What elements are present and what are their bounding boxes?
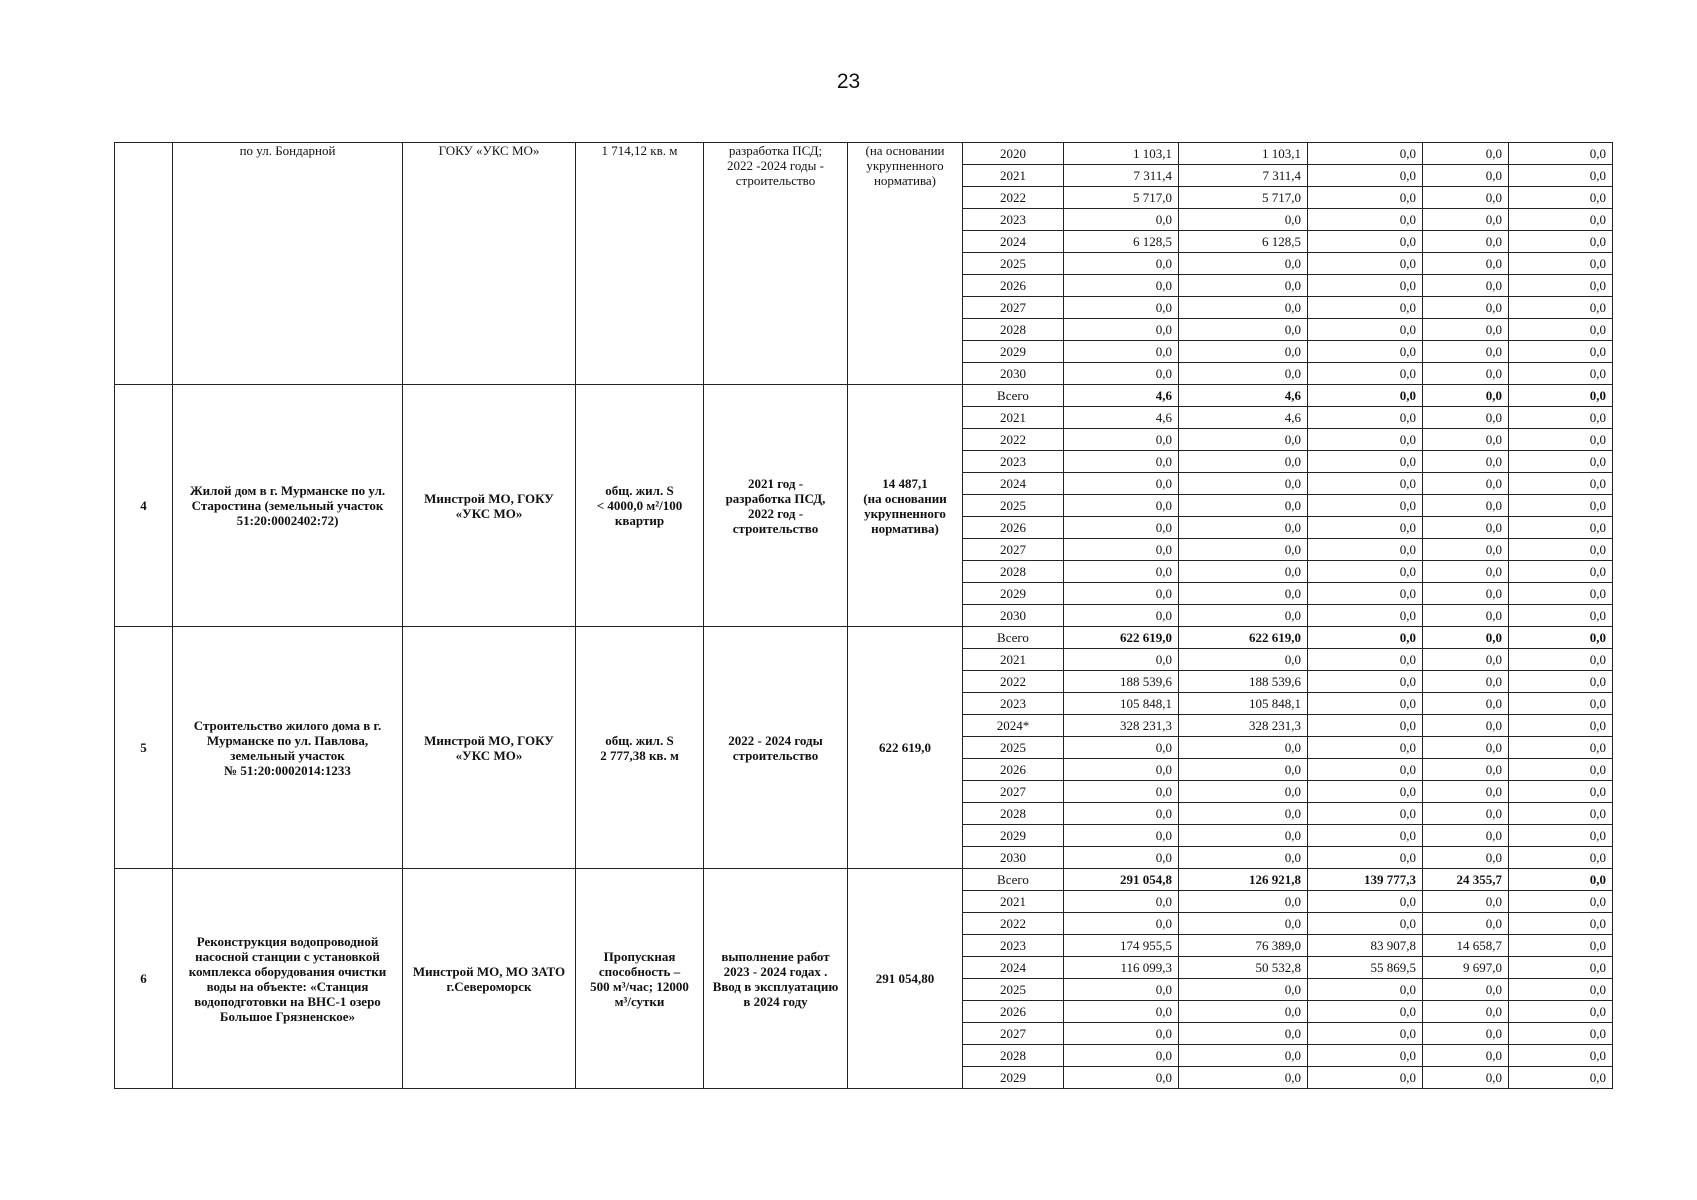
local-budget: 0,0: [1423, 891, 1509, 913]
other-sources: 0,0: [1509, 341, 1613, 363]
other-sources: 0,0: [1509, 869, 1613, 891]
estimated-cost: 291 054,80: [848, 869, 963, 1089]
federal-budget: 0,0: [1308, 1067, 1423, 1089]
year: 2025: [963, 253, 1064, 275]
federal-budget: 0,0: [1308, 165, 1423, 187]
federal-budget: 0,0: [1308, 693, 1423, 715]
total-amount: 0,0: [1064, 649, 1179, 671]
year: 2030: [963, 605, 1064, 627]
other-sources: 0,0: [1509, 539, 1613, 561]
federal-budget: 0,0: [1308, 451, 1423, 473]
local-budget: 0,0: [1423, 1001, 1509, 1023]
local-budget: 9 697,0: [1423, 957, 1509, 979]
federal-budget: 0,0: [1308, 979, 1423, 1001]
local-budget: 24 355,7: [1423, 869, 1509, 891]
regional-budget: 0,0: [1179, 495, 1308, 517]
local-budget: 0,0: [1423, 561, 1509, 583]
local-budget: 0,0: [1423, 319, 1509, 341]
other-sources: 0,0: [1509, 495, 1613, 517]
local-budget: 0,0: [1423, 385, 1509, 407]
regional-budget: 0,0: [1179, 847, 1308, 869]
regional-budget: 0,0: [1179, 209, 1308, 231]
local-budget: 0,0: [1423, 671, 1509, 693]
total-amount: 0,0: [1064, 253, 1179, 275]
other-sources: 0,0: [1509, 143, 1613, 165]
other-sources: 0,0: [1509, 517, 1613, 539]
year: 2022: [963, 671, 1064, 693]
regional-budget: 1 103,1: [1179, 143, 1308, 165]
year: 2024: [963, 473, 1064, 495]
local-budget: 0,0: [1423, 407, 1509, 429]
regional-budget: 0,0: [1179, 605, 1308, 627]
regional-budget: 0,0: [1179, 561, 1308, 583]
federal-budget: 0,0: [1308, 407, 1423, 429]
regional-budget: 0,0: [1179, 341, 1308, 363]
other-sources: 0,0: [1509, 297, 1613, 319]
implementation-period: 2021 год - разработка ПСД, 2022 год - строительство: [704, 385, 848, 627]
total-amount: 0,0: [1064, 561, 1179, 583]
regional-budget: 0,0: [1179, 1001, 1308, 1023]
local-budget: 0,0: [1423, 847, 1509, 869]
total-amount: 6 128,5: [1064, 231, 1179, 253]
year: 2025: [963, 495, 1064, 517]
regional-budget: 0,0: [1179, 1023, 1308, 1045]
total-amount: 0,0: [1064, 319, 1179, 341]
local-budget: 0,0: [1423, 231, 1509, 253]
year: 2024*: [963, 715, 1064, 737]
regional-budget: 0,0: [1179, 451, 1308, 473]
capacity: Пропускная способность – 500 м³/час; 12000 м³/сутки: [576, 869, 704, 1089]
implementation-period: разработка ПСД; 2022 -2024 годы - строительство: [704, 143, 848, 385]
local-budget: 0,0: [1423, 341, 1509, 363]
row-number: [115, 143, 173, 385]
other-sources: 0,0: [1509, 165, 1613, 187]
local-budget: 0,0: [1423, 627, 1509, 649]
other-sources: 0,0: [1509, 275, 1613, 297]
regional-budget: 0,0: [1179, 363, 1308, 385]
page-number: 23: [836, 70, 861, 93]
regional-budget: 0,0: [1179, 473, 1308, 495]
total-amount: 0,0: [1064, 803, 1179, 825]
year: 2021: [963, 649, 1064, 671]
other-sources: 0,0: [1509, 979, 1613, 1001]
total-amount: 0,0: [1064, 781, 1179, 803]
other-sources: 0,0: [1509, 253, 1613, 275]
local-budget: 0,0: [1423, 979, 1509, 1001]
year: 2024: [963, 957, 1064, 979]
total-amount: 0,0: [1064, 495, 1179, 517]
customer: Минстрой МО, ГОКУ «УКС МО»: [403, 385, 576, 627]
regional-budget: 0,0: [1179, 803, 1308, 825]
federal-budget: 0,0: [1308, 275, 1423, 297]
total-amount: 0,0: [1064, 517, 1179, 539]
federal-budget: 0,0: [1308, 759, 1423, 781]
other-sources: 0,0: [1509, 649, 1613, 671]
other-sources: 0,0: [1509, 1067, 1613, 1089]
federal-budget: 0,0: [1308, 187, 1423, 209]
local-budget: 0,0: [1423, 297, 1509, 319]
capacity: общ. жил. S 2 777,38 кв. м: [576, 627, 704, 869]
federal-budget: 0,0: [1308, 385, 1423, 407]
year: 2022: [963, 429, 1064, 451]
year: 2023: [963, 935, 1064, 957]
year: 2029: [963, 583, 1064, 605]
total-amount: 0,0: [1064, 891, 1179, 913]
local-budget: 0,0: [1423, 429, 1509, 451]
regional-budget: 0,0: [1179, 979, 1308, 1001]
federal-budget: 0,0: [1308, 781, 1423, 803]
federal-budget: 0,0: [1308, 891, 1423, 913]
federal-budget: 0,0: [1308, 319, 1423, 341]
other-sources: 0,0: [1509, 473, 1613, 495]
year: 2030: [963, 363, 1064, 385]
local-budget: 0,0: [1423, 473, 1509, 495]
year: 2021: [963, 165, 1064, 187]
other-sources: 0,0: [1509, 407, 1613, 429]
local-budget: 0,0: [1423, 495, 1509, 517]
estimated-cost: 14 487,1 (на основании укрупненного норматива): [848, 385, 963, 627]
year: 2020: [963, 143, 1064, 165]
object-name: Строительство жилого дома в г. Мурманске по ул. Павлова, земельный участок № 51:20:0002014:1233: [173, 627, 403, 869]
regional-budget: 0,0: [1179, 275, 1308, 297]
local-budget: 14 658,7: [1423, 935, 1509, 957]
other-sources: 0,0: [1509, 913, 1613, 935]
regional-budget: 76 389,0: [1179, 935, 1308, 957]
total-amount: 0,0: [1064, 297, 1179, 319]
federal-budget: 0,0: [1308, 803, 1423, 825]
regional-budget: 0,0: [1179, 1045, 1308, 1067]
other-sources: 0,0: [1509, 385, 1613, 407]
year: 2021: [963, 407, 1064, 429]
other-sources: 0,0: [1509, 781, 1613, 803]
other-sources: 0,0: [1509, 605, 1613, 627]
other-sources: 0,0: [1509, 891, 1613, 913]
year: 2028: [963, 561, 1064, 583]
year: 2022: [963, 187, 1064, 209]
other-sources: 0,0: [1509, 231, 1613, 253]
regional-budget: 328 231,3: [1179, 715, 1308, 737]
year: 2025: [963, 979, 1064, 1001]
local-budget: 0,0: [1423, 1023, 1509, 1045]
year: Всего: [963, 869, 1064, 891]
regional-budget: 0,0: [1179, 737, 1308, 759]
year: 2027: [963, 297, 1064, 319]
federal-budget: 0,0: [1308, 583, 1423, 605]
other-sources: 0,0: [1509, 187, 1613, 209]
row-number: 4: [115, 385, 173, 627]
total-amount: 188 539,6: [1064, 671, 1179, 693]
total-amount: 0,0: [1064, 759, 1179, 781]
total-amount: 116 099,3: [1064, 957, 1179, 979]
federal-budget: 0,0: [1308, 253, 1423, 275]
federal-budget: 0,0: [1308, 715, 1423, 737]
year: 2025: [963, 737, 1064, 759]
other-sources: 0,0: [1509, 737, 1613, 759]
other-sources: 0,0: [1509, 209, 1613, 231]
regional-budget: 4,6: [1179, 385, 1308, 407]
local-budget: 0,0: [1423, 803, 1509, 825]
year: 2029: [963, 341, 1064, 363]
local-budget: 0,0: [1423, 759, 1509, 781]
year: Всего: [963, 627, 1064, 649]
federal-budget: 0,0: [1308, 847, 1423, 869]
federal-budget: 0,0: [1308, 517, 1423, 539]
other-sources: 0,0: [1509, 715, 1613, 737]
federal-budget: 0,0: [1308, 561, 1423, 583]
total-amount: 0,0: [1064, 473, 1179, 495]
total-amount: 1 103,1: [1064, 143, 1179, 165]
federal-budget: 0,0: [1308, 1023, 1423, 1045]
total-amount: 0,0: [1064, 209, 1179, 231]
local-budget: 0,0: [1423, 165, 1509, 187]
other-sources: 0,0: [1509, 1023, 1613, 1045]
total-amount: 0,0: [1064, 275, 1179, 297]
regional-budget: 0,0: [1179, 517, 1308, 539]
year: 2023: [963, 209, 1064, 231]
federal-budget: 0,0: [1308, 341, 1423, 363]
local-budget: 0,0: [1423, 825, 1509, 847]
local-budget: 0,0: [1423, 517, 1509, 539]
regional-budget: 50 532,8: [1179, 957, 1308, 979]
table-row: [115, 627, 1613, 649]
regional-budget: 5 717,0: [1179, 187, 1308, 209]
regional-budget: 0,0: [1179, 253, 1308, 275]
federal-budget: 0,0: [1308, 605, 1423, 627]
total-amount: 0,0: [1064, 363, 1179, 385]
regional-budget: 0,0: [1179, 825, 1308, 847]
total-amount: 0,0: [1064, 825, 1179, 847]
year: Всего: [963, 385, 1064, 407]
total-amount: 0,0: [1064, 1067, 1179, 1089]
federal-budget: 0,0: [1308, 671, 1423, 693]
customer: Минстрой МО, ГОКУ «УКС МО»: [403, 627, 576, 869]
regional-budget: 0,0: [1179, 891, 1308, 913]
local-budget: 0,0: [1423, 737, 1509, 759]
other-sources: 0,0: [1509, 847, 1613, 869]
other-sources: 0,0: [1509, 671, 1613, 693]
other-sources: 0,0: [1509, 363, 1613, 385]
row-number: 6: [115, 869, 173, 1089]
local-budget: 0,0: [1423, 693, 1509, 715]
implementation-period: 2022 - 2024 годы строительство: [704, 627, 848, 869]
total-amount: 7 311,4: [1064, 165, 1179, 187]
table-row: [115, 143, 1613, 165]
total-amount: 0,0: [1064, 847, 1179, 869]
local-budget: 0,0: [1423, 363, 1509, 385]
federal-budget: 0,0: [1308, 495, 1423, 517]
total-amount: 0,0: [1064, 451, 1179, 473]
year: 2026: [963, 1001, 1064, 1023]
regional-budget: 0,0: [1179, 1067, 1308, 1089]
total-amount: 0,0: [1064, 913, 1179, 935]
regional-budget: 0,0: [1179, 759, 1308, 781]
other-sources: 0,0: [1509, 319, 1613, 341]
year: 2030: [963, 847, 1064, 869]
total-amount: 174 955,5: [1064, 935, 1179, 957]
year: 2022: [963, 913, 1064, 935]
local-budget: 0,0: [1423, 187, 1509, 209]
year: 2027: [963, 1023, 1064, 1045]
total-amount: 0,0: [1064, 605, 1179, 627]
federal-budget: 139 777,3: [1308, 869, 1423, 891]
regional-budget: 188 539,6: [1179, 671, 1308, 693]
year: 2028: [963, 319, 1064, 341]
object-name: Жилой дом в г. Мурманске по ул. Старостина (земельный участок 51:20:0002402:72): [173, 385, 403, 627]
total-amount: 0,0: [1064, 737, 1179, 759]
other-sources: 0,0: [1509, 825, 1613, 847]
federal-budget: 0,0: [1308, 143, 1423, 165]
local-budget: 0,0: [1423, 605, 1509, 627]
other-sources: 0,0: [1509, 759, 1613, 781]
capacity: общ. жил. S < 4000,0 м²/100 квартир: [576, 385, 704, 627]
regional-budget: 4,6: [1179, 407, 1308, 429]
other-sources: 0,0: [1509, 1001, 1613, 1023]
local-budget: 0,0: [1423, 913, 1509, 935]
other-sources: 0,0: [1509, 803, 1613, 825]
federal-budget: 0,0: [1308, 1045, 1423, 1067]
total-amount: 0,0: [1064, 1023, 1179, 1045]
regional-budget: 0,0: [1179, 781, 1308, 803]
local-budget: 0,0: [1423, 649, 1509, 671]
total-amount: 0,0: [1064, 1045, 1179, 1067]
regional-budget: 105 848,1: [1179, 693, 1308, 715]
year: 2028: [963, 803, 1064, 825]
local-budget: 0,0: [1423, 1045, 1509, 1067]
federal-budget: 83 907,8: [1308, 935, 1423, 957]
federal-budget: 0,0: [1308, 473, 1423, 495]
local-budget: 0,0: [1423, 451, 1509, 473]
year: 2023: [963, 451, 1064, 473]
regional-budget: 0,0: [1179, 429, 1308, 451]
total-amount: 0,0: [1064, 539, 1179, 561]
regional-budget: 0,0: [1179, 649, 1308, 671]
federal-budget: 0,0: [1308, 913, 1423, 935]
estimated-cost: 622 619,0: [848, 627, 963, 869]
federal-budget: 0,0: [1308, 737, 1423, 759]
year: 2026: [963, 759, 1064, 781]
year: 2023: [963, 693, 1064, 715]
total-amount: 328 231,3: [1064, 715, 1179, 737]
other-sources: 0,0: [1509, 583, 1613, 605]
other-sources: 0,0: [1509, 1045, 1613, 1067]
implementation-period: выполнение работ 2023 - 2024 годах . Ввод в эксплуатацию в 2024 году: [704, 869, 848, 1089]
local-budget: 0,0: [1423, 583, 1509, 605]
capacity: 1 714,12 кв. м: [576, 143, 704, 385]
federal-budget: 0,0: [1308, 363, 1423, 385]
customer: Минстрой МО, МО ЗАТО г.Североморск: [403, 869, 576, 1089]
estimated-cost: (на основании укрупненного норматива): [848, 143, 963, 385]
total-amount: 0,0: [1064, 429, 1179, 451]
regional-budget: 6 128,5: [1179, 231, 1308, 253]
year: 2026: [963, 517, 1064, 539]
total-amount: 4,6: [1064, 407, 1179, 429]
total-amount: 5 717,0: [1064, 187, 1179, 209]
federal-budget: 0,0: [1308, 231, 1423, 253]
total-amount: 291 054,8: [1064, 869, 1179, 891]
year: 2027: [963, 539, 1064, 561]
regional-budget: 7 311,4: [1179, 165, 1308, 187]
regional-budget: 0,0: [1179, 297, 1308, 319]
regional-budget: 0,0: [1179, 913, 1308, 935]
local-budget: 0,0: [1423, 253, 1509, 275]
federal-budget: 0,0: [1308, 539, 1423, 561]
local-budget: 0,0: [1423, 209, 1509, 231]
table-row: [115, 385, 1613, 407]
regional-budget: 0,0: [1179, 583, 1308, 605]
total-amount: 0,0: [1064, 583, 1179, 605]
local-budget: 0,0: [1423, 275, 1509, 297]
other-sources: 0,0: [1509, 957, 1613, 979]
year: 2029: [963, 825, 1064, 847]
local-budget: 0,0: [1423, 715, 1509, 737]
total-amount: 4,6: [1064, 385, 1179, 407]
year: 2027: [963, 781, 1064, 803]
customer: ГОКУ «УКС МО»: [403, 143, 576, 385]
year: 2028: [963, 1045, 1064, 1067]
other-sources: 0,0: [1509, 451, 1613, 473]
federal-budget: 55 869,5: [1308, 957, 1423, 979]
total-amount: 0,0: [1064, 979, 1179, 1001]
other-sources: 0,0: [1509, 429, 1613, 451]
other-sources: 0,0: [1509, 935, 1613, 957]
federal-budget: 0,0: [1308, 429, 1423, 451]
total-amount: 622 619,0: [1064, 627, 1179, 649]
total-amount: 0,0: [1064, 1001, 1179, 1023]
other-sources: 0,0: [1509, 693, 1613, 715]
table-body: [115, 143, 1613, 1089]
local-budget: 0,0: [1423, 143, 1509, 165]
object-name: Реконструкция водопроводной насосной станции с установкой комплекса оборудования очистки воды на объекте: «Станция водоподготовки на ВНС-1 озеро Большое Грязненское»: [173, 869, 403, 1089]
table-row: [115, 869, 1613, 891]
federal-budget: 0,0: [1308, 297, 1423, 319]
federal-budget: 0,0: [1308, 649, 1423, 671]
other-sources: 0,0: [1509, 627, 1613, 649]
year: 2024: [963, 231, 1064, 253]
total-amount: 0,0: [1064, 341, 1179, 363]
regional-budget: 126 921,8: [1179, 869, 1308, 891]
other-sources: 0,0: [1509, 561, 1613, 583]
regional-budget: 0,0: [1179, 319, 1308, 341]
regional-budget: 622 619,0: [1179, 627, 1308, 649]
local-budget: 0,0: [1423, 781, 1509, 803]
total-amount: 105 848,1: [1064, 693, 1179, 715]
year: 2029: [963, 1067, 1064, 1089]
investment-program-table: [114, 142, 1613, 1089]
federal-budget: 0,0: [1308, 627, 1423, 649]
federal-budget: 0,0: [1308, 209, 1423, 231]
local-budget: 0,0: [1423, 1067, 1509, 1089]
object-name: по ул. Бондарной: [173, 143, 403, 385]
federal-budget: 0,0: [1308, 1001, 1423, 1023]
year: 2021: [963, 891, 1064, 913]
local-budget: 0,0: [1423, 539, 1509, 561]
year: 2026: [963, 275, 1064, 297]
federal-budget: 0,0: [1308, 825, 1423, 847]
regional-budget: 0,0: [1179, 539, 1308, 561]
row-number: 5: [115, 627, 173, 869]
